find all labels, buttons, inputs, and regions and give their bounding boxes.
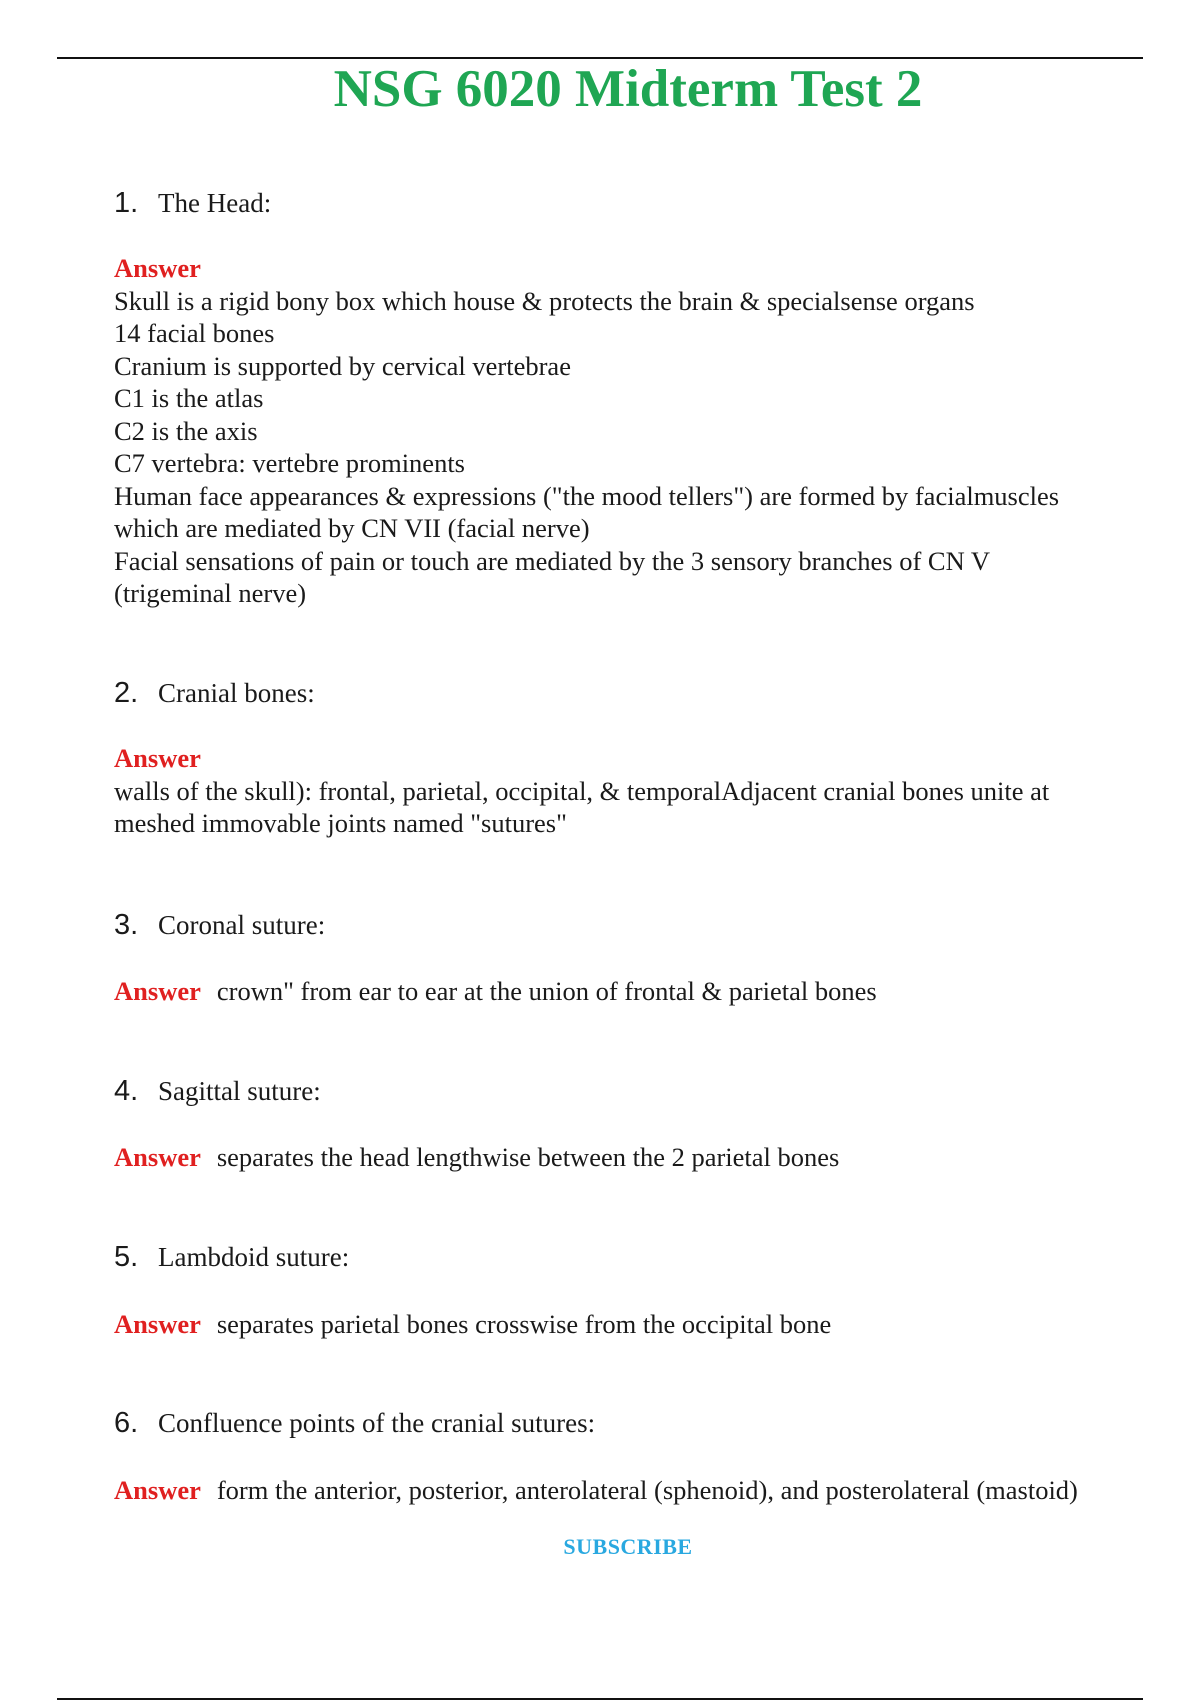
question-number: 4.	[114, 1075, 139, 1107]
question-4	[114, 1074, 321, 1108]
question-prompt: Sagittal suture:	[158, 1076, 321, 1106]
document-title: NSG 6020 Midterm Test 2	[333, 60, 923, 118]
question-6	[114, 1406, 595, 1440]
question-number: 6.	[114, 1407, 139, 1439]
answer-label: Answer	[114, 253, 201, 283]
answer-label: Answer	[114, 976, 201, 1006]
answer-label: Answer	[114, 1309, 201, 1339]
question-5	[114, 1240, 349, 1274]
question-number: 1.	[114, 187, 139, 219]
answer-6	[114, 1474, 1078, 1507]
answer-4	[114, 1141, 839, 1174]
answer-line: which are mediated by CN VII (facial nerve)	[114, 513, 590, 543]
answer-line: 14 facial bones	[114, 318, 275, 348]
answer-line: C1 is the atlas	[114, 383, 264, 413]
answer-line: C7 vertebra: vertebre prominents	[114, 448, 465, 478]
answer-text: separates the head lengthwise between the 2 parietal bones	[216, 1142, 840, 1172]
answer-1	[114, 252, 1059, 610]
answer-label: Answer	[114, 743, 201, 773]
answer-label: Answer	[114, 1475, 201, 1505]
answer-label: Answer	[114, 1142, 201, 1172]
subscribe-link[interactable]: SUBSCRIBE	[563, 1534, 693, 1559]
question-prompt: Lambdoid suture:	[158, 1242, 350, 1272]
answer-text: form the anterior, posterior, anterolateral (sphenoid), and posterolateral (mastoid)	[216, 1475, 1078, 1505]
question-2	[114, 676, 315, 710]
answer-line: (trigeminal nerve)	[114, 578, 307, 608]
question-3	[114, 908, 325, 942]
answer-2	[114, 742, 1049, 840]
answer-line: C2 is the axis	[114, 415, 258, 446]
question-number: 2.	[114, 677, 139, 709]
answer-line: Human face appearances & expressions ("the mood tellers") are formed by facialmuscles	[114, 480, 1060, 511]
question-1	[114, 186, 271, 220]
answer-3	[114, 975, 877, 1008]
question-number: 3.	[114, 909, 139, 941]
answer-line: Cranium is supported by cervical vertebrae	[114, 350, 571, 381]
question-prompt: Confluence points of the cranial sutures:	[158, 1408, 596, 1438]
answer-text: separates parietal bones crosswise from the occipital bone	[216, 1309, 832, 1339]
answer-line: Skull is a rigid bony box which house & protects the brain & specialsense organs	[114, 285, 975, 316]
question-prompt: Cranial bones:	[158, 678, 315, 708]
answer-line: walls of the skull): frontal, parietal, occipital, & temporalAdjacent cranial bones unite at	[114, 775, 1050, 806]
answer-text: crown" from ear to ear at the union of frontal & parietal bones	[216, 976, 877, 1006]
answer-line: Facial sensations of pain or touch are mediated by the 3 sensory branches of CN V	[114, 545, 990, 576]
question-prompt: Coronal suture:	[158, 910, 326, 940]
question-number: 5.	[114, 1241, 139, 1273]
answer-line: meshed immovable joints named "sutures"	[114, 808, 567, 838]
answer-5	[114, 1308, 831, 1341]
question-prompt: The Head:	[158, 188, 272, 218]
